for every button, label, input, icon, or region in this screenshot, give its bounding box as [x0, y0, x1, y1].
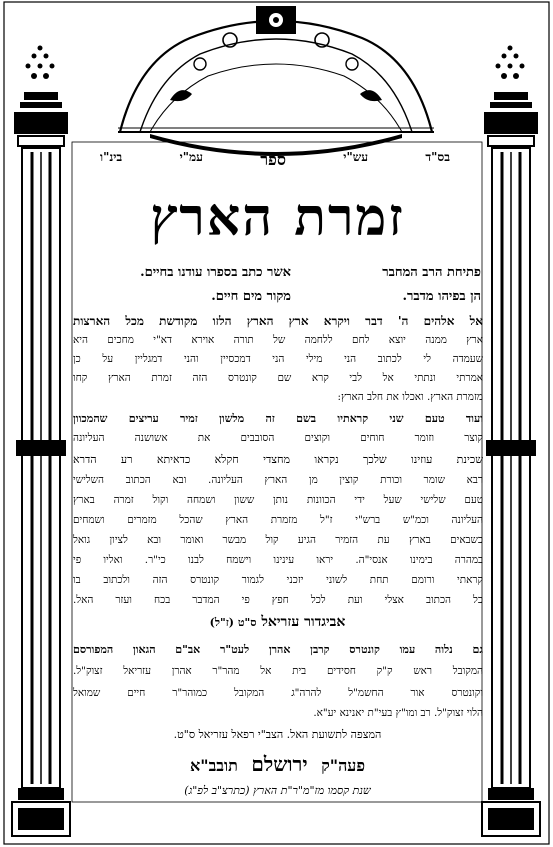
year-line: שנת קסמו מז"מ"ר"ת הארץ (כתרצ"ב לפ"ג) — [184, 784, 371, 797]
body-line: טעם שלישי שעל ידי הכוונות נותן ששון ושמחה וקול זמרה בארץ — [73, 494, 483, 506]
publisher-line: המצפה לתשועת האל. הצב"י רפאל עזריאל ס"ט. — [173, 728, 382, 741]
body-line: קוצר וזומר חוחים וקוצים הסובבים את אשושנה העליונה — [73, 432, 483, 444]
body-line: קראתי ורומם תחת לשוני יזכני לגמור קונטרס הזה ולכתוב בו — [73, 574, 483, 586]
top-arch-ornament — [118, 6, 434, 132]
right-pillar — [482, 112, 540, 836]
appendix-line: הלוי זצוק"ל. רב ומו"ץ בעי"ת יאנינא יע"א. — [313, 707, 483, 719]
top-line — [100, 150, 450, 170]
right-finial — [490, 46, 532, 109]
top-line-word: בינ"ו — [100, 150, 123, 164]
place-suffix: תובב"א — [189, 756, 238, 775]
place-prefix: פעה"ק — [321, 756, 366, 775]
body-line: אמרתי ונתתי אל לבי קרא שם קונטרס הזה זמרת הארץ קחו — [73, 372, 483, 384]
body-line: רבא שומר וכורת קוצין מן הארץ העליונה. ובא הכתוב השלישי — [73, 474, 483, 486]
body-line: שכינת עוזינו שלכך נקראו מחצדי חקלא כדאיתא רע הדרא — [73, 453, 483, 466]
body-line: העליונה וכמ"ש ברש"י ז"ל מזמרת הארץ שהכל מזמרים ושמחים — [73, 514, 483, 526]
body-line: ועוד טעם שני קראתיו בשם זה מלשון זמיר עריצים שהמכוון — [73, 412, 483, 425]
place-line — [80, 752, 475, 777]
top-line-word: עש"י — [343, 150, 368, 164]
top-line-word: בס"ד — [425, 150, 450, 164]
left-pillar — [12, 112, 70, 836]
author-name: אביגדור עזריאל — [261, 614, 346, 630]
author-suffix: ס"ט (ז"ל) — [209, 616, 257, 629]
left-finial — [20, 46, 62, 109]
body-line: אל אלהים ה' דבר ויקרא ארץ הארץ הלזו מקודשת מכל הארצות — [73, 314, 483, 328]
intro-left-1: אשר כתב בספרו עודנו בחיים. — [140, 265, 291, 280]
top-line-word: ספר — [260, 150, 286, 169]
appendix-line: וקונטרס אור החשמ"ל להרה"ג המקובל כמוהר"ר חיים שמואל — [73, 687, 483, 699]
body-line: כל הכתוב אצלי ועת לכל חפץ פי המדבר בכח ועזר האל. — [73, 594, 483, 606]
body-line: מזמרת הארץ. ואכלו את חלב הארץ: — [337, 391, 483, 403]
page-title: זמרת הארץ — [150, 187, 405, 248]
intro-right-2: הן בפיהו מדבר. — [402, 289, 481, 304]
body-line: ארץ ממנה יוצא לחם ללחמה של תורה אוירא דא"י מחכים היא — [73, 334, 483, 346]
intro-right-1: פתיחת הרב המחבר — [382, 265, 481, 280]
appendix-line: המקובל ראש ק"ק חסידים בית אל מהר"ר אהרן עזריאל זצוק"ל. — [73, 665, 483, 677]
top-line-word: עמ"י — [179, 150, 203, 164]
author-signature — [80, 614, 475, 631]
appendix-line: גם נלוה עמו קונטרס קרבן אהרן לעט"ר אב"ם הגאון המפורסם — [73, 643, 483, 656]
place-city: ירושלם — [251, 752, 308, 776]
body-line: במהרה בימינו אנסי"ה. יראו עינינו וישמח לבנו כי"ר. ואליו פי — [73, 554, 483, 566]
intro-left-2: מקור מים חיים. — [211, 289, 291, 304]
body-line: שעמדה לי לכתוב הני מילי הני דמכסיין והני דמגליין על כן — [73, 353, 483, 365]
body-line: כשבאים בארץ עת הזמיר הגיע קול מבשר ואומר ובא לציון גואל — [73, 534, 483, 546]
